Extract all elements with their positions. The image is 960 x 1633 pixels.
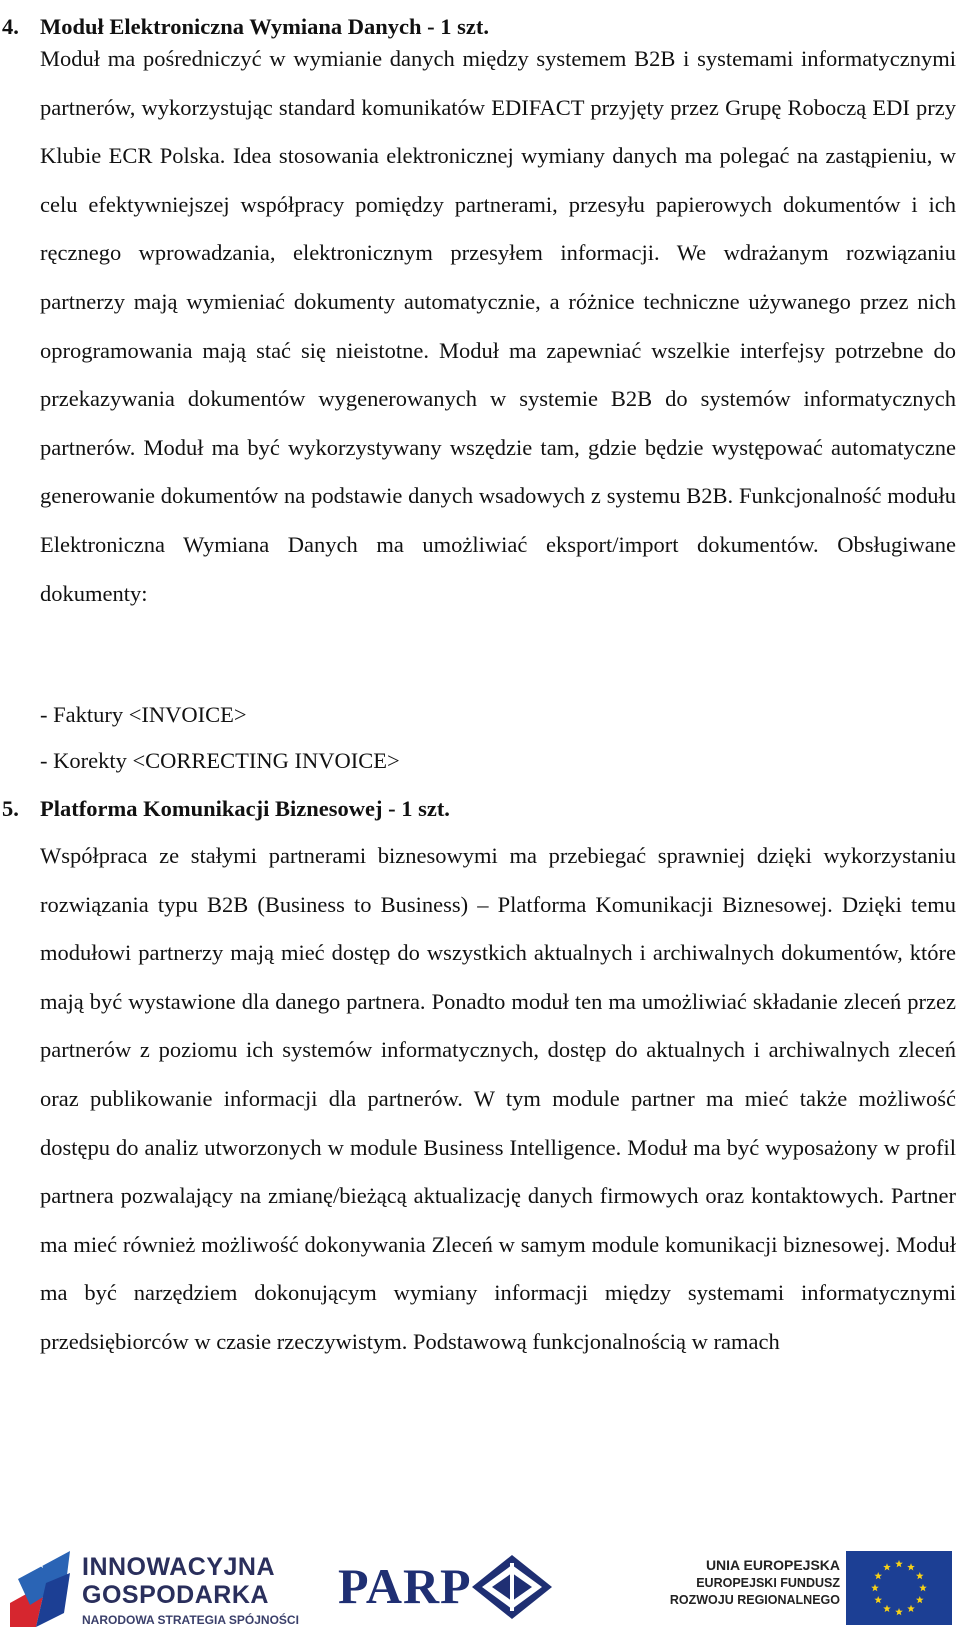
logo-text: UNIA EUROPEJSKA	[705, 1557, 840, 1573]
section-title: Platforma Komunikacji Biznesowej - 1 szt.	[40, 796, 450, 821]
eu-star-icon	[907, 1605, 915, 1612]
logo-text: GOSPODARKA	[82, 1581, 269, 1609]
eu-flag-icon	[846, 1551, 952, 1625]
eu-star-icon	[874, 1596, 882, 1603]
eu-star-icon	[895, 1560, 903, 1567]
innowacyjna-gospodarka-logo	[6, 1543, 299, 1629]
list-item: - Faktury <INVOICE>	[40, 702, 247, 727]
eu-star-icon	[916, 1572, 924, 1579]
eu-star-icon	[883, 1563, 891, 1570]
section-number: 5.	[2, 796, 19, 821]
eu-star-icon	[883, 1605, 891, 1612]
logo-text: INNOWACYJNA	[82, 1553, 276, 1581]
logo-text: ROZWOJU REGIONALNEGO	[669, 1593, 840, 1607]
section-body: Moduł ma pośredniczyć w wymianie danych między systemem B2B i systemami informatycznymi partnerów, wykorzystując standard komunikatów EDIFACT przyjęty przez Grupę Roboczą EDI przy Klubie ECR Polska. Idea stosowania elektronicznej wymiany danych ma polegać na zastąpieniu, w celu efektywniejszej współpracy pomiędzy partnerami, przesyłu papierowych dokumentów i ich ręcznego wprowadzania, elektronicznym przesyłem informacji. We wdrażanym rozwiązaniu partnerzy mają wymieniać dokumenty automatycznie, a różnice techniczne używanego przez nich oprogramowania mają stać się nieistotne. Moduł ma zapewniać wszelkie interfejsy potrzebne do przekazywania dokumentów wygenerowanych w systemie B2B do systemów informatycznych partnerów. Moduł ma być wykorzystywany wszędzie tam, gdzie będzie występować automatyczne generowanie dokumentów na podstawie danych wsadowych z systemu B2B. Funkcjonalność modułu Elektroniczna Wymiana Danych ma umożliwiać eksport/import dokumentów. Obsługiwane dokumenty:	[40, 46, 956, 606]
eu-star-icon	[919, 1584, 927, 1591]
parp-emblem-icon	[470, 1553, 554, 1621]
list-item: - Korekty <CORRECTING INVOICE>	[40, 748, 400, 773]
logo-text: EUROPEJSKI FUNDUSZ	[696, 1576, 840, 1590]
eu-stars-icon	[846, 1551, 952, 1625]
section-title: Moduł Elektroniczna Wymiana Danych - 1 szt.	[40, 14, 489, 39]
eu-star-icon	[874, 1572, 882, 1579]
section-body: Współpraca ze stałymi partnerami biznesowymi ma przebiegać sprawniej dzięki wykorzystaniu rozwiązania typu B2B (Business to Business) – Platforma Komunikacji Biznesowej. Dzięki temu modułowi partnerzy mają mieć dostęp do wszystkich aktualnych i archiwalnych dokumentów, które mają być wystawione dla danego partnera. Ponadto moduł ten ma umożliwiać składanie zleceń przez partnerów z poziomu ich systemów informatycznych, dostęp do aktualnych i archiwalnych zleceń oraz publikowanie informacji dla partnerów. W tym module partner ma mieć także możliwość dostępu do analiz utworzonych w module Business Intelligence. Moduł ma być wyposażony w profil partnera pozwalający na zmianę/bieżącą aktualizację danych firmowych oraz kontaktowych. Partner ma mieć również możliwość dokonywania Zleceń w samym module komunikacji biznesowej. Moduł ma być narzędziem dokonującym wymiany informacji między systemami informatycznymi przedsiębiorców w czasie rzeczywistym. Podstawową funkcjonalnością w ramach	[40, 843, 956, 1354]
eu-star-icon	[907, 1563, 915, 1570]
innowacyjna-gospodarka-emblem-icon	[6, 1543, 78, 1629]
eu-logo	[636, 1545, 960, 1631]
footer-logos	[0, 1533, 960, 1633]
logo-text: NARODOWA STRATEGIA SPÓJNOŚCI	[82, 1613, 299, 1627]
logo-text: PARP	[338, 1558, 472, 1614]
eu-star-icon	[871, 1584, 879, 1591]
eu-star-icon	[895, 1608, 903, 1615]
eu-star-icon	[916, 1596, 924, 1603]
section-number: 4.	[2, 14, 19, 39]
parp-logo	[338, 1553, 558, 1621]
